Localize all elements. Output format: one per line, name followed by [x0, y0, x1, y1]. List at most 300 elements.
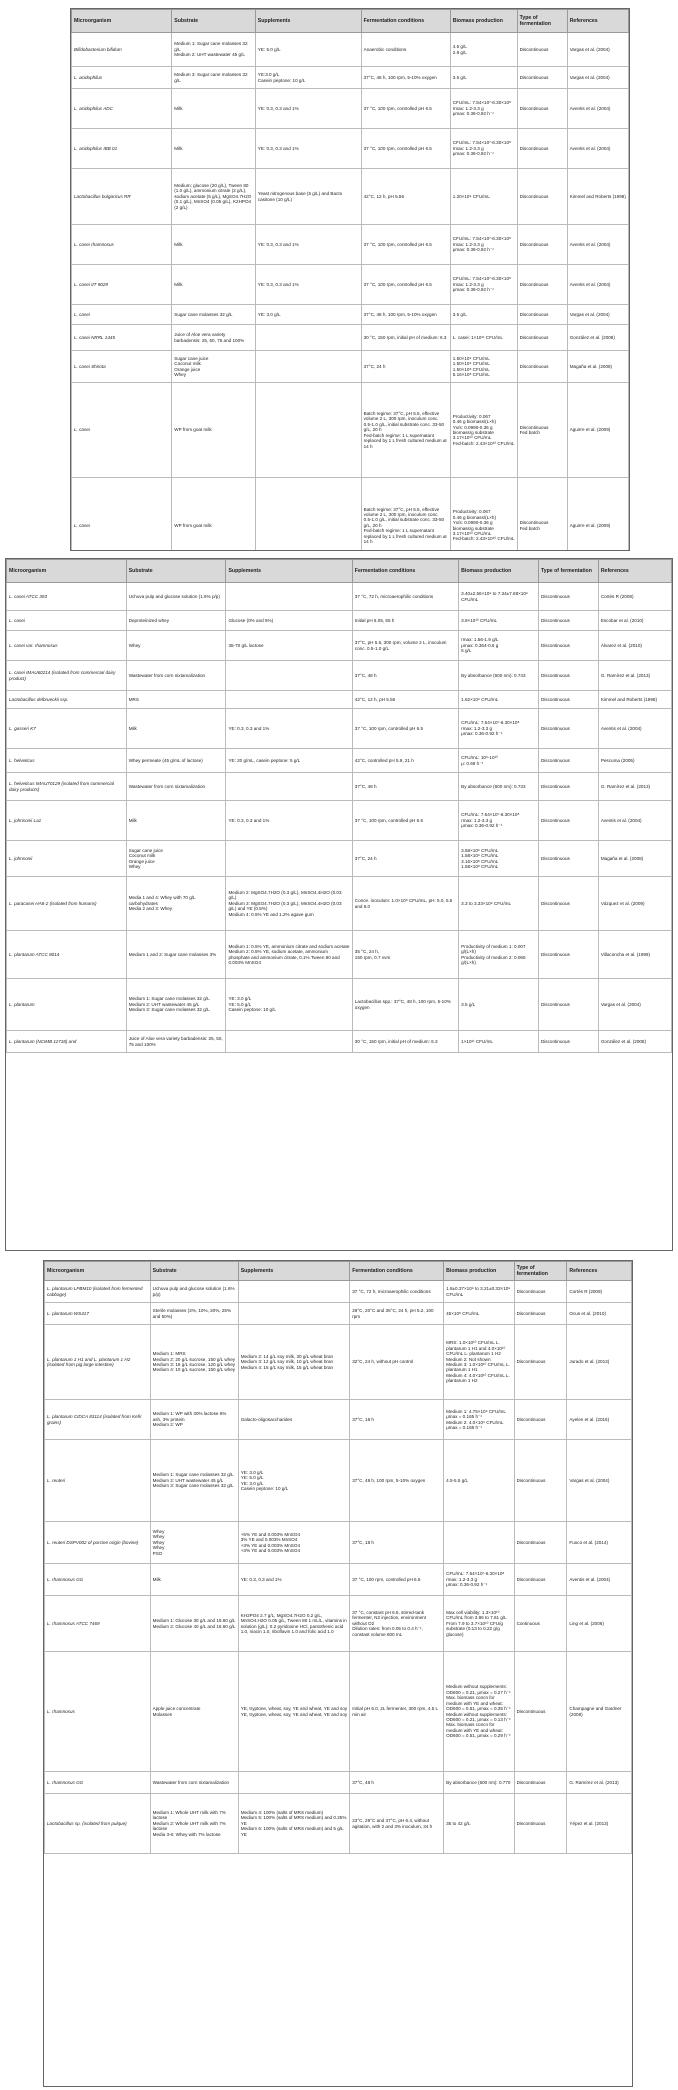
- cell-biomass-production: Productivity: 0.067 0.46 g biomass/(L×h) Yx/s: 0.0990-0.36 g biomass/g substrate 3.17×10¹⁰ CFU/mL Fed-batch: 2.43×10¹⁰ CFU/mL: [450, 478, 517, 552]
- table-row: [45, 1325, 632, 1400]
- cell-fermentation-conditions: Batch regime: 37°C, pH 5.5, effective volume 2 L, 300 rpm, inoculum conc. 0.5-1.0 g/L, initial substrate conc. 33-50 g/L, 20 h Fed-batch regime: 1 L supernatant replaced by 1 L fresh cultured medium at 14 h: [361, 478, 450, 552]
- cell-references: Aguirre et al. (2009): [567, 478, 628, 552]
- cell-references: Vargas et al. (2004): [567, 67, 628, 89]
- cell-references: Álvarez et al. (2010): [598, 631, 671, 661]
- cell-type-of-fermentation: Discontinuous: [538, 583, 598, 611]
- cell-microorganism: L. plantarum ATCC 8014: [7, 931, 127, 979]
- cell-references: Aventis et al. (2004): [598, 801, 671, 841]
- cell-substrate: Milk: [150, 1564, 238, 1596]
- cell-fermentation-conditions: 37°C, 18 h: [350, 1522, 444, 1564]
- cell-supplements: [226, 691, 352, 709]
- cell-fermentation-conditions: 37°C, 48 h, 100 rpm, 5-10% oxygen: [361, 67, 450, 89]
- cell-type-of-fermentation: Discontinuous: [517, 225, 567, 265]
- cell-type-of-fermentation: Discontinuous: [517, 305, 567, 325]
- cell-microorganism: L. acidophilus: [72, 67, 172, 89]
- cell-biomass-production: 45×10⁸ CFU/mL: [444, 1303, 514, 1325]
- cell-fermentation-conditions: 30 °C, 150 rpm, initial pH of medium: 6.3: [361, 325, 450, 351]
- cell-microorganism: L. plantarum CIDCA 83114 (isolated from Kefir grains): [45, 1400, 151, 1440]
- cell-fermentation-conditions: Batch regime: 37°C, pH 5.5, effective volume 2 L, 300 rpm, inoculum conc. 0.5-1.0 g/L, initial substrate conc. 33-50 g/L, 20 h Fed-batch regime: 1 L supernatant replaced by 1 L fresh cultured medium at 14 h: [361, 383, 450, 478]
- cell-microorganism: L. rhamnosus GG: [45, 1772, 151, 1794]
- cell-microorganism: L. casei: [7, 611, 127, 631]
- cell-biomass-production: CFU/mL: 10⁹-10¹⁰ μ: 0.69 h⁻¹: [459, 749, 539, 773]
- cell-supplements: [255, 478, 361, 552]
- cell-type-of-fermentation: Discontinuous: [517, 169, 567, 225]
- cell-substrate: WP from goat milk: [172, 383, 256, 478]
- cell-supplements: Galacto-oligosaccharides: [238, 1400, 350, 1440]
- cell-microorganism: L. rhamnosus: [45, 1652, 151, 1772]
- cell-microorganism: L. casei var. rhamnosus: [7, 631, 127, 661]
- cell-biomass-production: CFU/mL: 7.54×10⁷-6.30×10⁸ rmax: 1.2-3.3 g μmax: 0.36-0.92 h⁻¹: [459, 709, 539, 749]
- cell-fermentation-conditions: 37 °C, constant pH 6.5, stirred-tank fermenter, N2 injection, environment without O2 Dilution rates: from 0.05 to 0.4 h⁻¹, constant volume 600 mL: [350, 1596, 444, 1652]
- cell-microorganism: L. rhamnosus GG: [45, 1564, 151, 1596]
- header-supplements: Supplements: [226, 560, 352, 583]
- cell-type-of-fermentation: Discontinuous: [517, 129, 567, 169]
- cell-microorganism: L. johnsonii La1: [7, 801, 127, 841]
- cell-references: G. Ramírez et al. (2013): [598, 773, 671, 801]
- cell-biomass-production: MRS: 1.0×10¹⁰ CFU/mL L. plantarum 1 H1 and 4.0×10¹⁰ CFU/mL L. plantarum 1 H2 Medium 2: Not shown Medium 3: 1.0×10¹⁰ CFU/mL L. plantarum 1 H1 Medium 4: 4.0×10¹⁰ CFU/mL L. plantarum 1 H2: [444, 1325, 514, 1400]
- cell-substrate: Whey permeate (45 g/mL of lactose): [126, 749, 226, 773]
- cell-fermentation-conditions: 37 °C, 100 rpm, controlled pH 6.5: [361, 225, 450, 265]
- cell-fermentation-conditions: 30 °C, 150 rpm, initial pH of medium: 6.3: [352, 1031, 458, 1053]
- table-row: [7, 691, 672, 709]
- cell-biomass-production: CFU/mL: 7.54×10⁷-6.30×10⁸ rmax: 1.2-3.3 g μmax: 0.36-0.92 h⁻¹: [450, 129, 517, 169]
- cell-microorganism: Lactobacillus bulgaricus RR: [72, 169, 172, 225]
- cell-microorganism: L. casei IIT 9029: [72, 265, 172, 305]
- cell-type-of-fermentation: Discontinuous: [514, 1772, 567, 1794]
- table-row: [45, 1794, 632, 1854]
- cell-supplements: Medium 2: MgSO4.7H2O (0.3 g/L), MnSO4.4H2O (0.03 g/L) Medium 3: MgSO4.7H2O (0.3 g/L), MnSO4.4H2O (0.03 g/L) and YE (0.5%) Medium 4: 0.5% YE and 1.2% agave gum: [226, 877, 352, 931]
- cell-biomass-production: 3.9×10¹⁰ CFU/mL: [459, 611, 539, 631]
- cell-microorganism: L. acidophilus ADC: [72, 89, 172, 129]
- table-panel-2: [5, 558, 673, 1251]
- cell-references: González et al. (2008): [567, 325, 628, 351]
- cell-supplements: YE: 3.0 g/L YE: 5.0 g/L YE: 3.0 g/L Casein peptone: 10 g/L: [238, 1440, 350, 1522]
- table-row: [7, 583, 672, 611]
- table-row: [7, 877, 672, 931]
- cell-fermentation-conditions: 37 °C, 100 rpm, controlled pH 6.5: [361, 129, 450, 169]
- cell-substrate: Wastewater from corn nixtamalization: [126, 661, 226, 691]
- cell-references: Escobar et al. (2010): [598, 611, 671, 631]
- cell-microorganism: Bifidobacterium bifidum: [72, 33, 172, 67]
- cell-supplements: YE: 0.3, 0.3 and 1%: [238, 1564, 350, 1596]
- cell-microorganism: Lactobacillus delbrueckii ssp.: [7, 691, 127, 709]
- header-microorganism: Microorganism: [45, 1262, 151, 1281]
- cell-biomass-production: 1×10¹¹ CFU/mL: [459, 1031, 539, 1053]
- cell-references: Pescuma (2005): [598, 749, 671, 773]
- cell-biomass-production: Productivity: 0.067 0.46 g biomass/(L×h) Yx/s: 0.0990-0.36 g biomass/g substrate 3.17×10¹⁰ CFU/mL Fed-batch: 2.43×10¹⁰ CFU/mL: [450, 383, 517, 478]
- cell-supplements: Yeast nitrogenous base (5 g/L) and Bacto casitone (10 g/L): [255, 169, 361, 225]
- header-fermentation-conditions: Fermentation conditions: [361, 10, 450, 33]
- header-microorganism: Microorganism: [7, 560, 127, 583]
- cell-supplements: +5% YE and 0.003% MnSO4 3% YE and 0.003% MnSO4 +3% YE and 0.003% MnSO4 +3% YE and 0.003% MnSO4: [238, 1522, 350, 1564]
- cell-biomass-production: 3.5 g/L: [459, 979, 539, 1031]
- cell-substrate: Milk: [126, 709, 226, 749]
- cell-microorganism: L. plantarum 1 H1 and L. plantarum 1 H2 (isolated from pig large intestine): [45, 1325, 151, 1400]
- table-header: [7, 560, 672, 583]
- cell-biomass-production: 3.40±2.56×10⁹ to 7.34±7.68×10⁹ CFU/mL: [459, 583, 539, 611]
- cell-fermentation-conditions: 37 °C, 72 h, microaerophilic conditions: [350, 1281, 444, 1303]
- cell-type-of-fermentation: Discontinuous: [538, 801, 598, 841]
- table-row: [7, 631, 672, 661]
- cell-type-of-fermentation: Discontinuous: [538, 709, 598, 749]
- cell-microorganism: L. casei: [72, 478, 172, 552]
- cell-type-of-fermentation: Discontinuous: [514, 1522, 567, 1564]
- cell-type-of-fermentation: Discontinuous: [538, 877, 598, 931]
- cell-fermentation-conditions: Initial pH 6.05, 55 h: [352, 611, 458, 631]
- cell-substrate: Medium 1: MRS Medium 2: 20 g/L sucrose, 150 g/L whey Medium 3: 15 g/L sucrose, 120 g/L whey Medium 4: 10 g/L sucrose, 150 g/L whey: [150, 1325, 238, 1400]
- cell-fermentation-conditions: 37 °C, 100 rpm, controlled pH 6.5: [352, 709, 458, 749]
- table-body: [72, 33, 629, 552]
- cell-fermentation-conditions: 32°C, 24 h, without pH control: [350, 1325, 444, 1400]
- header-substrate: Substrate: [126, 560, 226, 583]
- cell-substrate: Milk: [172, 265, 256, 305]
- cell-fermentation-conditions: 37°C, 48 h: [352, 773, 458, 801]
- header-biomass-production: Biomass production: [444, 1262, 514, 1281]
- header-substrate: Substrate: [172, 10, 256, 33]
- cell-biomass-production: CFU/mL: 7.54×10⁷-6.30×10⁸ rmax: 1.2-3.3 g μmax: 0.36-0.92 h⁻¹: [450, 265, 517, 305]
- cell-references: Ocus et al. (2010): [567, 1303, 632, 1325]
- cell-references: Ling et al. (2006): [567, 1596, 632, 1652]
- cell-biomass-production: By absorbance (600 nm): 0.743: [459, 661, 539, 691]
- cell-biomass-production: 4.5-5.5 g/L: [444, 1440, 514, 1522]
- cell-fermentation-conditions: 37 °C, 100 rpm, controlled pH 6.5: [361, 89, 450, 129]
- header-type-of-fermentation: Type of fermentation: [514, 1262, 567, 1281]
- cell-type-of-fermentation: Discontinuous: [514, 1794, 567, 1854]
- cell-microorganism: L. casei NRRL 1445: [72, 325, 172, 351]
- header-references: References: [598, 560, 671, 583]
- table-row: [7, 979, 672, 1031]
- cell-references: Aventis et al. (2004): [567, 129, 628, 169]
- cell-type-of-fermentation: Discontinuous: [538, 841, 598, 877]
- cell-type-of-fermentation: Discontinuous: [514, 1440, 567, 1522]
- cell-supplements: Medium 1: 0.5% YE, ammonium citrate and sodium acetate Medium 2: 0.5% YE, sodium acetate, ammonium phosphate and ammonium citrate, 0.1% Tween 80 and 0.003% MnSO4: [226, 931, 352, 979]
- cell-substrate: Media 1 and 4: Whey with 70 g/L carbohydrates Media 2 and 3: Whey: [126, 877, 226, 931]
- cell-type-of-fermentation: Discontinuous Fed batch: [517, 383, 567, 478]
- cell-references: Vargas et al. (2004): [567, 305, 628, 325]
- cell-microorganism: L. casei Shirota: [72, 351, 172, 383]
- cell-type-of-fermentation: Discontinuous: [514, 1400, 567, 1440]
- table-row: [72, 351, 629, 383]
- table-row: [72, 67, 629, 89]
- cell-biomass-production: 3.5 g/L: [450, 67, 517, 89]
- cell-substrate: Sugar cane molasses 32 g/L: [172, 305, 256, 325]
- table-row: [45, 1281, 632, 1303]
- table-row: [72, 383, 629, 478]
- cell-supplements: 35-70 g/L lactose: [226, 631, 352, 661]
- cell-fermentation-conditions: 42°C, 12 h, pH 5.56: [361, 169, 450, 225]
- table-row: [7, 801, 672, 841]
- cell-fermentation-conditions: 35 °C, 24 h, 150 rpm, 0.7 vvm: [352, 931, 458, 979]
- header-type-of-fermentation: Type of fermentation: [538, 560, 598, 583]
- header-supplements: Supplements: [255, 10, 361, 33]
- cell-references: Aventis et al. (2004): [567, 225, 628, 265]
- cell-supplements: Medium 4: 100% (salts of MRS medium) Medium 5: 100% (salts of MRS medium) and 0.25% YE Medium 6: 100% (salts of MRS medium) and 5 g/L YE: [238, 1794, 350, 1854]
- cell-biomass-production: CFU/mL: 7.54×10⁷-6.30×10⁸ rmax: 1.2-3.3 g μmax: 0.36-0.92 h⁻¹: [450, 89, 517, 129]
- cell-biomass-production: Medium without supplements: OD600 = 0.21, μmax = 0.27 h⁻¹ Max. biomass concn for medium with YE and wheat: OD600 = 0.51, μmax = 0.35 h⁻¹ Medium without supplements: OD600 = 0.21, μmax = 0.13 h⁻¹ Max. biomass concn for medium with YE and wheat: OD600 = 0.51, μmax = 0.29 h⁻¹: [444, 1652, 514, 1772]
- cell-type-of-fermentation: Discontinuous: [538, 611, 598, 631]
- cell-supplements: [226, 773, 352, 801]
- cell-biomass-production: CFU/mL: 7.54×10⁷-6.30×10⁸ rmax: 1.2-3.3 g μmax: 0.36-0.92 h⁻¹: [444, 1564, 514, 1596]
- cell-fermentation-conditions: 37°C, 24 h: [352, 841, 458, 877]
- table-header: [45, 1262, 632, 1281]
- biomass-table-2: [6, 559, 672, 1053]
- table-row: [45, 1652, 632, 1772]
- cell-supplements: [255, 325, 361, 351]
- cell-references: Champagne and Gardner (2008): [567, 1652, 632, 1772]
- cell-substrate: Medium 1: WP with 30% lactose 6% ash, 3% protein Medium 2: WP: [150, 1400, 238, 1440]
- cell-microorganism: L. gasseri K7: [7, 709, 127, 749]
- table-row: [45, 1522, 632, 1564]
- table-body: [45, 1281, 632, 1854]
- cell-supplements: [238, 1281, 350, 1303]
- cell-supplements: YE: 0.3, 0.3 and 1%: [226, 801, 352, 841]
- cell-type-of-fermentation: Discontinuous: [538, 979, 598, 1031]
- cell-supplements: YE: 0.3, 0.3 and 1%: [255, 265, 361, 305]
- cell-fermentation-conditions: Lactobacillus spp.: 37°C, 48 h, 100 rpm, 5-10% oxygen: [352, 979, 458, 1031]
- cell-type-of-fermentation: Discontinuous: [517, 325, 567, 351]
- header-references: References: [567, 10, 628, 33]
- cell-references: Vargas et al. (2004): [567, 1440, 632, 1522]
- cell-supplements: YE: 5.0 g/L: [255, 33, 361, 67]
- cell-fermentation-conditions: 42°C, controlled pH 5.9, 21 h: [352, 749, 458, 773]
- cell-biomass-production: By absorbance (600 nm): 0.733: [459, 773, 539, 801]
- cell-references: González et al. (2008): [598, 1031, 671, 1053]
- cell-references: Kimmel and Roberts (1998): [567, 169, 628, 225]
- cell-microorganism: L. rhamnosus ATCC 7469: [45, 1596, 151, 1652]
- cell-type-of-fermentation: Discontinuous: [517, 33, 567, 67]
- cell-substrate: Deproteinized whey: [126, 611, 226, 631]
- cell-type-of-fermentation: Discontinuous: [514, 1281, 567, 1303]
- cell-substrate: Apple juice concentrate Molasses: [150, 1652, 238, 1772]
- table-row: [72, 169, 629, 225]
- cell-substrate: Medium: glucose (20 g/L), Tween 80 (1.0 g/L), ammonium citrate (2 g/L), sodium acetate (5 g/L), MgSO4.7H2O (0.1 g/L), MnSO4 (0.05 g/L), K2HPO4 (2 g/L): [172, 169, 256, 225]
- cell-supplements: [226, 841, 352, 877]
- table-row: [45, 1303, 632, 1325]
- cell-references: Aguirre et al. (2009): [567, 383, 628, 478]
- cell-microorganism: L. paracasei HA8-2 (isolated from humans): [7, 877, 127, 931]
- cell-references: Aventis et al. (2004): [567, 265, 628, 305]
- cell-biomass-production: 4.5 g/L 2.8 g/L: [450, 33, 517, 67]
- cell-biomass-production: 1.8±0.37×10⁹ to 3.21±0.33×10⁹ CFU/mL: [444, 1281, 514, 1303]
- table-row: [72, 305, 629, 325]
- cell-references: Jurado et al. (2013): [567, 1325, 632, 1400]
- cell-substrate: Medium 1: Sugar cane molasses 32 g/L Medium 2: UHT wastewater 45 g/L Medium 3: Sugar cane molasses 32 g/L: [150, 1440, 238, 1522]
- cell-fermentation-conditions: 37°C, 48 h, 100 rpm, 5-10% oxygen: [350, 1440, 444, 1522]
- cell-biomass-production: 3.5 g/L: [450, 305, 517, 325]
- biomass-table-1: [71, 9, 629, 551]
- header-references: References: [567, 1262, 632, 1281]
- cell-microorganism: L. plantarum LPBM10 (isolated from fermented cabbage): [45, 1281, 151, 1303]
- cell-biomass-production: 3.3 to 3.33×10⁹ CFU/mL: [459, 877, 539, 931]
- table-row: [45, 1440, 632, 1522]
- table-row: [45, 1564, 632, 1596]
- cell-substrate: Sterile molasses (3%, 10%, 20%, 25% and 50%): [150, 1303, 238, 1325]
- table-row: [72, 33, 629, 67]
- cell-substrate: Medium 1: Sugar cane molasses 32 g/L Medium 2: UHT wastewater 45 g/L: [172, 33, 256, 67]
- table-row: [72, 478, 629, 552]
- cell-supplements: YE:3.0 g/L Casein peptone: 10 g/L: [255, 67, 361, 89]
- cell-substrate: Medium 3: Sugar cane molasses 32 g/L: [172, 67, 256, 89]
- cell-type-of-fermentation: Continuous: [514, 1596, 567, 1652]
- cell-biomass-production: 1.20×10⁹ CFU/mL: [450, 169, 517, 225]
- cell-biomass-production: Productivity of medium 1: 0.007 g/(L×h) Productivity of medium 2: 0.065 g/(L×h): [459, 931, 539, 979]
- cell-references: Kimmel and Roberts (1998): [598, 691, 671, 709]
- cell-substrate: Milk: [126, 801, 226, 841]
- cell-fermentation-conditions: 37°C, 48 h, 100 rpm, 5-10% oxygen: [361, 305, 450, 325]
- cell-substrate: Milk: [172, 225, 256, 265]
- cell-type-of-fermentation: Discontinuous: [517, 265, 567, 305]
- cell-supplements: [238, 1772, 350, 1794]
- cell-supplements: [238, 1303, 350, 1325]
- cell-substrate: Medium 1: Whole UHT milk with 7% lactose Medium 2: Whole UHT milk with 7% lactose Media 3-6: Whey with 7% lactose: [150, 1794, 238, 1854]
- table-row: [45, 1596, 632, 1652]
- table-row: [7, 661, 672, 691]
- cell-microorganism: L. plantarum (NCIMB 11718) and: [7, 1031, 127, 1053]
- cell-microorganism: L. reuteri: [45, 1440, 151, 1522]
- cell-substrate: WP from goat milk: [172, 478, 256, 552]
- header-fermentation-conditions: Fermentation conditions: [350, 1262, 444, 1281]
- cell-fermentation-conditions: 42°C, 12 h, pH 5.56: [352, 691, 458, 709]
- table-row: [7, 773, 672, 801]
- cell-biomass-production: CFU/mL: 7.54×10⁷-6.30×10⁸ rmax: 1.2-3.3 g μmax: 0.36-0.92 h⁻¹: [450, 225, 517, 265]
- cell-references: G. Ramírez et al. (2013): [567, 1772, 632, 1794]
- cell-substrate: Juice of Aloe vera variety barbadensis: 25, 50, 75 and 100%: [172, 325, 256, 351]
- cell-substrate: Wastewater from corn nixtamalization: [126, 773, 226, 801]
- cell-supplements: [255, 383, 361, 478]
- cell-references: Magaña et al. (2008): [567, 351, 628, 383]
- cell-fermentation-conditions: 37 °C, 100 rpm, controlled pH 6.5: [361, 265, 450, 305]
- cell-substrate: Medium 1: Glucose 30 g/L and 18.60 g/L Medium 2: Glucose 40 g/L and 18.60 g/L: [150, 1596, 238, 1652]
- cell-fermentation-conditions: 37°C, 24 h: [361, 351, 450, 383]
- table-row: [7, 749, 672, 773]
- table-row: [7, 931, 672, 979]
- cell-biomass-production: 1.50×10⁹ CFU/mL 1.50×10⁹ CFU/mL 1.50×10⁸ CFU/mL 5.16×10⁸ CFU/mL: [450, 351, 517, 383]
- cell-supplements: Glucose (0% and 5%): [226, 611, 352, 631]
- cell-biomass-production: rmax: 1.56-1.9 g/L μmax: 0.364-0.6 g 5 g/L: [459, 631, 539, 661]
- cell-supplements: YE: 20 g/mL, casein peptone: 5 g/L: [226, 749, 352, 773]
- table-row: [7, 709, 672, 749]
- cell-microorganism: L. casei IMAU60214 (isolated from commercial dairy product): [7, 661, 127, 691]
- cell-fermentation-conditions: 37°C, 48 h: [352, 661, 458, 691]
- cell-type-of-fermentation: Discontinuous: [538, 691, 598, 709]
- cell-type-of-fermentation: Discontinuous: [538, 931, 598, 979]
- cell-supplements: [226, 1031, 352, 1053]
- cell-substrate: Uchuva pulp and glucose solution (1.6% p/p): [150, 1281, 238, 1303]
- cell-microorganism: L. casei ATCC 393: [7, 583, 127, 611]
- cell-references: Aventis et al. (2004): [567, 89, 628, 129]
- cell-references: G. Ramírez et al. (2013): [598, 661, 671, 691]
- cell-biomass-production: CFU/mL: 7.54×10⁷-6.30×10⁸ rmax: 1.2-3.3 g μmax: 0.36-0.92 h⁻¹: [459, 801, 539, 841]
- cell-biomass-production: By absorbance (600 nm): 0.770: [444, 1772, 514, 1794]
- cell-references: Cortés R (2009): [598, 583, 671, 611]
- cell-microorganism: Lactobacillus sp. (isolated from pulque): [45, 1794, 151, 1854]
- header-substrate: Substrate: [150, 1262, 238, 1281]
- cell-type-of-fermentation: Discontinuous: [514, 1652, 567, 1772]
- cell-type-of-fermentation: Discontinuous: [517, 89, 567, 129]
- header-biomass-production: Biomass production: [450, 10, 517, 33]
- cell-biomass-production: [444, 1522, 514, 1564]
- cell-supplements: [226, 583, 352, 611]
- table-panel-1: [70, 8, 630, 551]
- cell-references: Yépez et al. (2013): [567, 1794, 632, 1854]
- cell-microorganism: L. casei rhamnosus: [72, 225, 172, 265]
- table-header: [72, 10, 629, 33]
- cell-type-of-fermentation: Discontinuous: [538, 773, 598, 801]
- cell-biomass-production: L. casei: 1×10¹¹ CFU/mL: [450, 325, 517, 351]
- cell-biomass-production: Medium 1: 4.75×10⁹ CFU/mL μmax = 0.165 h⁻¹ Medium 2: 4.0×10⁹ CFU/mL μmax = 0.168 h⁻¹: [444, 1400, 514, 1440]
- cell-references: Villaconcha et al. (1999): [598, 931, 671, 979]
- cell-microorganism: L. casei: [72, 383, 172, 478]
- cell-references: Ayelen et al. (2016): [567, 1400, 632, 1440]
- cell-supplements: YE: 0.3, 0.3 and 1%: [255, 129, 361, 169]
- table-panel-3: [43, 1260, 633, 2087]
- header-biomass-production: Biomass production: [459, 560, 539, 583]
- cell-supplements: YE: 0.3, 0.3 and 1%: [255, 225, 361, 265]
- cell-references: Fuoco et al. (2014): [567, 1522, 632, 1564]
- cell-microorganism: L. helveticus IMAU70129 (isolated from commercial dairy products): [7, 773, 127, 801]
- cell-type-of-fermentation: Discontinuous: [538, 749, 598, 773]
- table-row: [45, 1400, 632, 1440]
- cell-supplements: Medium 2: 14 g/L soy milk, 30 g/L wheat bran Medium 3: 12 g/L soy milk, 10 g/L wheat bran Medium 4: 15 g/L soy milk, 15 g/L wheat bran: [238, 1325, 350, 1400]
- cell-type-of-fermentation: Discontinuous Fed batch: [517, 478, 567, 552]
- cell-references: Aventis et al. (2004): [567, 1564, 632, 1596]
- table-row: [72, 325, 629, 351]
- cell-substrate: Milk: [172, 129, 256, 169]
- table-row: [72, 89, 629, 129]
- cell-biomass-production: 35 to 42 g/L: [444, 1794, 514, 1854]
- cell-fermentation-conditions: 37°C, pH 5.5, 300 rpm, volume 2 L, inoculum conc. 0.5-1.0 g/L: [352, 631, 458, 661]
- cell-type-of-fermentation: Discontinuous: [514, 1325, 567, 1400]
- cell-microorganism: L. casei: [72, 305, 172, 325]
- cell-substrate: Sugar cane juice Coconut milk Orange juice Whey: [126, 841, 226, 877]
- cell-microorganism: L. plantarum WS417: [45, 1303, 151, 1325]
- cell-supplements: YE: 0.3, 0.3 and 1%: [255, 89, 361, 129]
- cell-microorganism: L. johnsonii: [7, 841, 127, 877]
- cell-type-of-fermentation: Discontinuous: [517, 67, 567, 89]
- table-row: [7, 841, 672, 877]
- cell-substrate: Medium 1 and 2: Sugar cane molasses 3%: [126, 931, 226, 979]
- cell-type-of-fermentation: Discontinuous: [538, 1031, 598, 1053]
- header-fermentation-conditions: Fermentation conditions: [352, 560, 458, 583]
- cell-fermentation-conditions: 37 °C, 100 rpm, controlled pH 6.5: [352, 801, 458, 841]
- cell-microorganism: L. plantarum: [7, 979, 127, 1031]
- cell-supplements: YE: 0.3, 0.3 and 1%: [226, 709, 352, 749]
- cell-microorganism: L. helveticus: [7, 749, 127, 773]
- cell-biomass-production: 1.62×10⁹ CFU/mL: [459, 691, 539, 709]
- table-row: [72, 265, 629, 305]
- cell-substrate: Milk: [172, 89, 256, 129]
- cell-fermentation-conditions: Initial pH 6.0, 2L fermenter, 300 rpm, 4.5 L min air: [350, 1652, 444, 1772]
- cell-fermentation-conditions: Conce. inoculum: 1.0×10⁸ CFU/mL, pH: 5.0, 5.5 and 6.0: [352, 877, 458, 931]
- cell-references: Vázquez et al. (2009): [598, 877, 671, 931]
- table-body: [7, 583, 672, 1053]
- table-row: [72, 225, 629, 265]
- table-row: [45, 1772, 632, 1794]
- cell-supplements: KH2PO4 2.7 g/L, MgSO4.7H2O 0.2 g/L, MnSO4.H2O 0.05 g/L, Tween 80 1 mL/L, vitamins in solution (g/L): 0.2 pyridoxine HCl, pantothenic acid 1.0, niacin 1.0, riboflavin 1.0 and folic acid 1.0: [238, 1596, 350, 1652]
- header-supplements: Supplements: [238, 1262, 350, 1281]
- table-row: [7, 611, 672, 631]
- cell-substrate: Medium 1: Sugar cane molasses 32 g/L Medium 2: UHT wastewater 45 g/L Medium 3: Sugar cane molasses 32 g/L: [126, 979, 226, 1031]
- cell-references: Vargas et al. (2004): [567, 33, 628, 67]
- cell-fermentation-conditions: 37°C, 18 h: [350, 1400, 444, 1440]
- cell-microorganism: L. reuteri DSPV002 of porcine origin (bovine): [45, 1522, 151, 1564]
- cell-substrate: Sugar cane juice Coconut milk Orange juice Whey: [172, 351, 256, 383]
- cell-supplements: [255, 351, 361, 383]
- table-row: [7, 1031, 672, 1053]
- cell-references: Magaña et al. (2008): [598, 841, 671, 877]
- cell-type-of-fermentation: Discontinuous: [514, 1303, 567, 1325]
- cell-substrate: Juice of Aloe vera variety barbadensis: 25, 50, 75 and 100%: [126, 1031, 226, 1053]
